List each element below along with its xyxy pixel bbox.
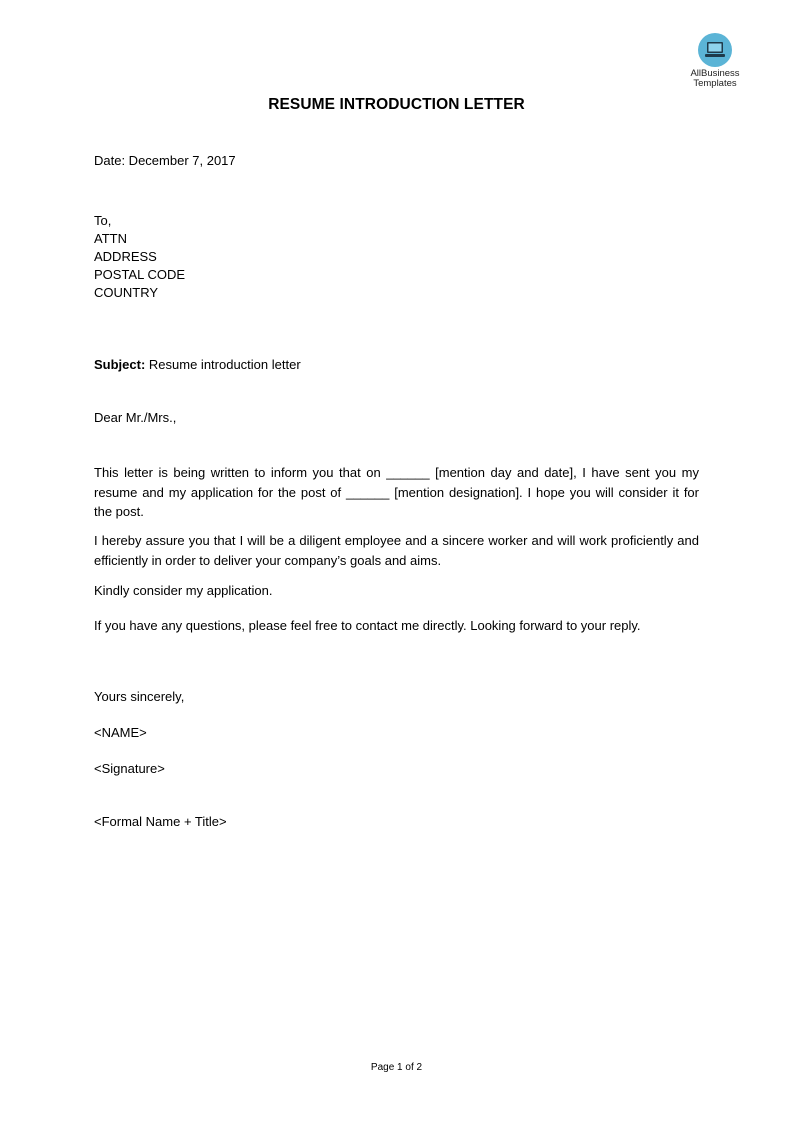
document-title: RESUME INTRODUCTION LETTER [268,96,525,113]
body-paragraph-3: Kindly consider my application. [94,583,273,598]
signature-placeholder: <Signature> [94,761,165,776]
closing: Yours sincerely, [94,689,185,704]
company-logo [680,33,750,89]
logo-text [680,69,750,89]
body-paragraph-2: I hereby assure you that I will be a diligent employee and a sincere worker and will work proficiently and efficiently in order to deliver your company’s goals and aims. [94,533,699,568]
recipient-postal-code: POSTAL CODE [94,267,186,282]
logo-badge [698,33,732,67]
salutation: Dear Mr./Mrs., [94,410,177,425]
subject-line [94,357,301,372]
name-placeholder: <NAME> [94,725,147,740]
recipient-country: COUNTRY [94,285,159,300]
formal-name-placeholder: <Formal Name + Title> [94,814,227,829]
subject-text: Resume introduction letter [145,357,301,372]
logo-line-2: Templates [693,78,737,89]
subject-label: Subject: [94,357,146,372]
recipient-attn: ATTN [94,231,127,246]
recipient-address: ADDRESS [94,249,157,264]
page-footer: Page 1 of 2 [370,1062,423,1073]
date-line: Date: December 7, 2017 [94,153,236,168]
logo-line-1: AllBusiness [690,68,740,79]
laptop-icon [705,41,725,59]
body-paragraph-1: This letter is being written to inform you that on ______ [mention day and date], I have sent you my resume and my application for the post of ______ [mention designation]. I hope you will consider it for the post. [94,465,699,519]
recipient-block [94,212,185,302]
recipient-to: To, [94,213,112,228]
body-paragraph-4: If you have any questions, please feel free to contact me directly. Looking forward to your reply. [94,618,641,633]
